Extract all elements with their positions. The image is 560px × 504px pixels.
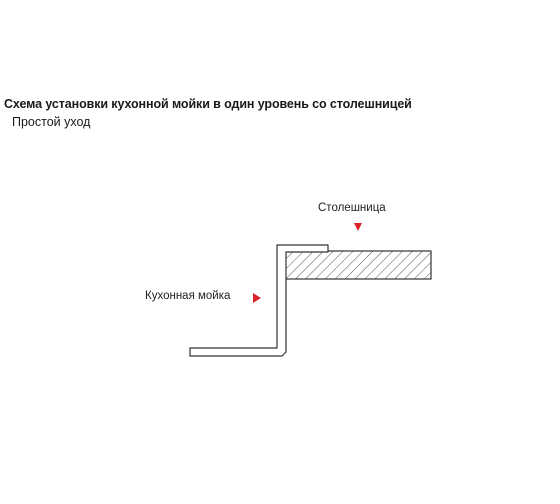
countertop-arrow-icon bbox=[354, 223, 362, 231]
sink-label: Кухонная мойка bbox=[145, 290, 231, 302]
countertop-block bbox=[285, 251, 431, 279]
countertop-label: Столешница bbox=[318, 202, 386, 214]
diagram-title: Схема установки кухонной мойки в один уровень со столешницей bbox=[4, 97, 412, 111]
diagram-subtitle: Простой уход bbox=[12, 115, 91, 129]
sink-arrow-icon bbox=[253, 293, 261, 303]
